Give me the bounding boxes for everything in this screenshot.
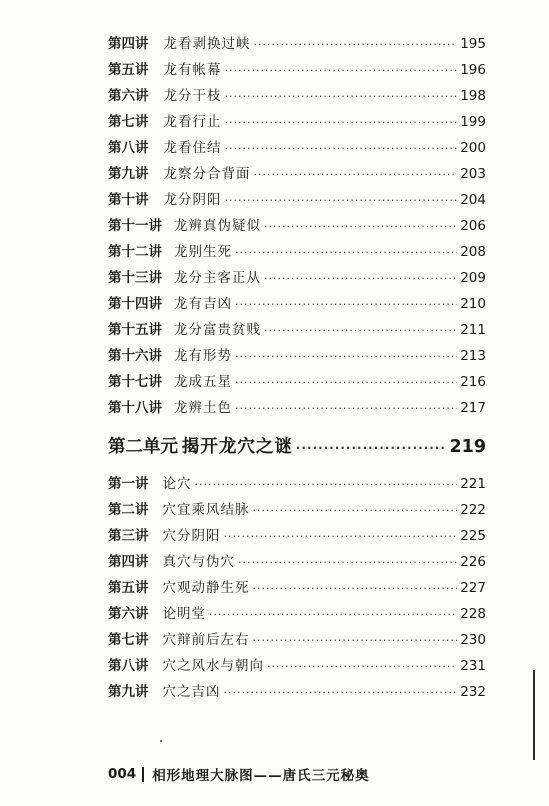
lecture-title: 龙分主客正从 <box>174 270 261 286</box>
footer-page-number: 004 <box>108 766 137 782</box>
lecture-number: 第十讲 <box>108 192 149 208</box>
lecture-number: 第十六讲 <box>108 348 162 364</box>
lecture-title: 龙看住结 <box>163 140 222 156</box>
page-number: 200 <box>460 140 486 156</box>
toc-entry <box>108 213 486 239</box>
dot-leader <box>225 136 458 162</box>
lecture-number: 第七讲 <box>108 114 149 130</box>
toc-entry <box>108 369 486 395</box>
lecture-number: 第八讲 <box>108 140 149 156</box>
dot-leader <box>224 680 458 706</box>
lecture-title: 穴分阴阳 <box>162 528 221 544</box>
lecture-title: 论穴 <box>162 476 192 492</box>
footer-divider <box>142 767 144 782</box>
toc-entry <box>108 265 486 291</box>
scan-edge-line <box>533 670 535 760</box>
lecture-number: 第十五讲 <box>108 322 162 338</box>
lecture-title: 龙分富贵贫贱 <box>174 322 261 338</box>
table-of-contents <box>108 31 486 705</box>
lecture-title: 龙辨土色 <box>174 400 232 416</box>
page-number: 195 <box>460 36 486 52</box>
dot-leader <box>254 162 458 188</box>
toc-unit-heading <box>108 425 486 469</box>
toc-entry <box>108 161 486 187</box>
lecture-title: 穴辩前后左右 <box>162 632 250 648</box>
lecture-title: 穴宜乘风结脉 <box>162 502 250 518</box>
page-number: 226 <box>460 554 486 570</box>
dot-leader <box>296 426 447 470</box>
toc-entry <box>108 317 486 343</box>
scan-speck <box>160 740 162 742</box>
toc-entry <box>108 497 486 523</box>
toc-entry <box>108 679 486 705</box>
toc-group-lectures-2 <box>108 471 486 705</box>
page-number: 203 <box>460 166 486 182</box>
lecture-number: 第十四讲 <box>108 296 162 312</box>
lecture-title: 龙有形势 <box>174 348 232 364</box>
page-number: 216 <box>460 374 486 390</box>
toc-entry <box>108 471 486 497</box>
toc-entry <box>108 523 486 549</box>
lecture-title: 龙别生死 <box>174 244 232 260</box>
page-number: 217 <box>460 400 486 416</box>
lecture-number: 第十三讲 <box>108 270 162 286</box>
lecture-title: 龙看行止 <box>163 114 222 130</box>
page-number: 225 <box>460 528 486 544</box>
lecture-number: 第八讲 <box>108 658 149 674</box>
dot-leader <box>264 266 457 292</box>
page-number: 230 <box>460 632 486 648</box>
dot-leader <box>253 628 458 654</box>
page-number: 213 <box>460 348 486 364</box>
unit-title: 揭开龙穴之谜 <box>181 437 293 457</box>
page-number: 206 <box>460 218 486 234</box>
dot-leader <box>235 344 457 370</box>
footer-book-title: 相形地理大脉图——唐氏三元秘奥 <box>152 768 370 784</box>
lecture-number: 第十七讲 <box>108 374 162 390</box>
lecture-number: 第十二讲 <box>108 244 162 260</box>
unit-label: 第二单元 <box>108 437 178 457</box>
lecture-title: 龙分阴阳 <box>163 192 222 208</box>
toc-entry <box>108 135 486 161</box>
toc-entry <box>108 575 486 601</box>
page-footer <box>108 764 370 784</box>
lecture-number: 第十八讲 <box>108 400 162 416</box>
toc-entry <box>108 109 486 135</box>
dot-leader <box>225 84 458 110</box>
toc-entry <box>108 549 486 575</box>
lecture-title: 穴观动静生死 <box>162 580 250 596</box>
lecture-title: 真穴与伪穴 <box>162 554 235 570</box>
dot-leader <box>253 576 458 602</box>
dot-leader <box>235 240 457 266</box>
lecture-number: 第七讲 <box>108 632 149 648</box>
lecture-title: 穴之吉凶 <box>162 684 221 700</box>
lecture-title: 龙辨真伪疑似 <box>174 218 261 234</box>
page-number: 222 <box>460 502 486 518</box>
dot-leader <box>235 292 457 318</box>
toc-entry <box>108 187 486 213</box>
lecture-title: 龙分干枝 <box>163 88 222 104</box>
toc-entry <box>108 83 486 109</box>
lecture-number: 第三讲 <box>108 528 149 544</box>
dot-leader <box>254 32 458 58</box>
page-number: 211 <box>460 322 486 338</box>
dot-leader <box>238 550 457 576</box>
lecture-title: 龙成五星 <box>174 374 232 390</box>
page-number: 221 <box>460 476 486 492</box>
unit-page-number: 219 <box>449 437 486 457</box>
page-number: 227 <box>460 580 486 596</box>
toc-entry <box>108 653 486 679</box>
dot-leader <box>235 396 457 422</box>
page-number: 232 <box>460 684 486 700</box>
toc-entry <box>108 395 486 421</box>
page-number: 196 <box>460 62 486 78</box>
dot-leader <box>253 498 458 524</box>
lecture-number: 第六讲 <box>108 88 149 104</box>
dot-leader <box>195 472 458 498</box>
lecture-number: 第六讲 <box>108 606 149 622</box>
lecture-number: 第九讲 <box>108 166 149 182</box>
toc-entry <box>108 601 486 627</box>
dot-leader <box>225 110 458 136</box>
page-number: 228 <box>460 606 486 622</box>
toc-group-lectures-1 <box>108 31 486 421</box>
lecture-number: 第九讲 <box>108 684 149 700</box>
toc-entry <box>108 343 486 369</box>
lecture-number: 第四讲 <box>108 554 149 570</box>
page-number: 231 <box>460 658 486 674</box>
toc-entry <box>108 291 486 317</box>
lecture-title: 论明堂 <box>162 606 206 622</box>
dot-leader <box>264 318 457 344</box>
dot-leader <box>225 188 458 214</box>
lecture-number: 第四讲 <box>108 36 149 52</box>
page-number: 204 <box>460 192 486 208</box>
lecture-number: 第五讲 <box>108 580 149 596</box>
lecture-title: 穴之风水与朝向 <box>162 658 264 674</box>
dot-leader <box>264 214 457 240</box>
lecture-number: 第十一讲 <box>108 218 162 234</box>
toc-entry <box>108 627 486 653</box>
lecture-title: 龙察分合背面 <box>163 166 251 182</box>
toc-entry <box>108 57 486 83</box>
dot-leader <box>235 370 457 396</box>
dot-leader <box>267 654 457 680</box>
toc-entry <box>108 239 486 265</box>
page-number: 199 <box>460 114 486 130</box>
dot-leader <box>225 58 458 84</box>
lecture-title: 龙有帐幕 <box>163 62 222 78</box>
lecture-title: 龙看剥换过峡 <box>163 36 251 52</box>
page-number: 208 <box>460 244 486 260</box>
toc-entry <box>108 31 486 57</box>
page-number: 210 <box>460 296 486 312</box>
lecture-number: 第二讲 <box>108 502 149 518</box>
dot-leader <box>224 524 458 550</box>
lecture-number: 第一讲 <box>108 476 149 492</box>
page-number: 198 <box>460 88 486 104</box>
page-number: 209 <box>460 270 486 286</box>
lecture-title: 龙有吉凶 <box>174 296 232 312</box>
dot-leader <box>209 602 457 628</box>
lecture-number: 第五讲 <box>108 62 149 78</box>
